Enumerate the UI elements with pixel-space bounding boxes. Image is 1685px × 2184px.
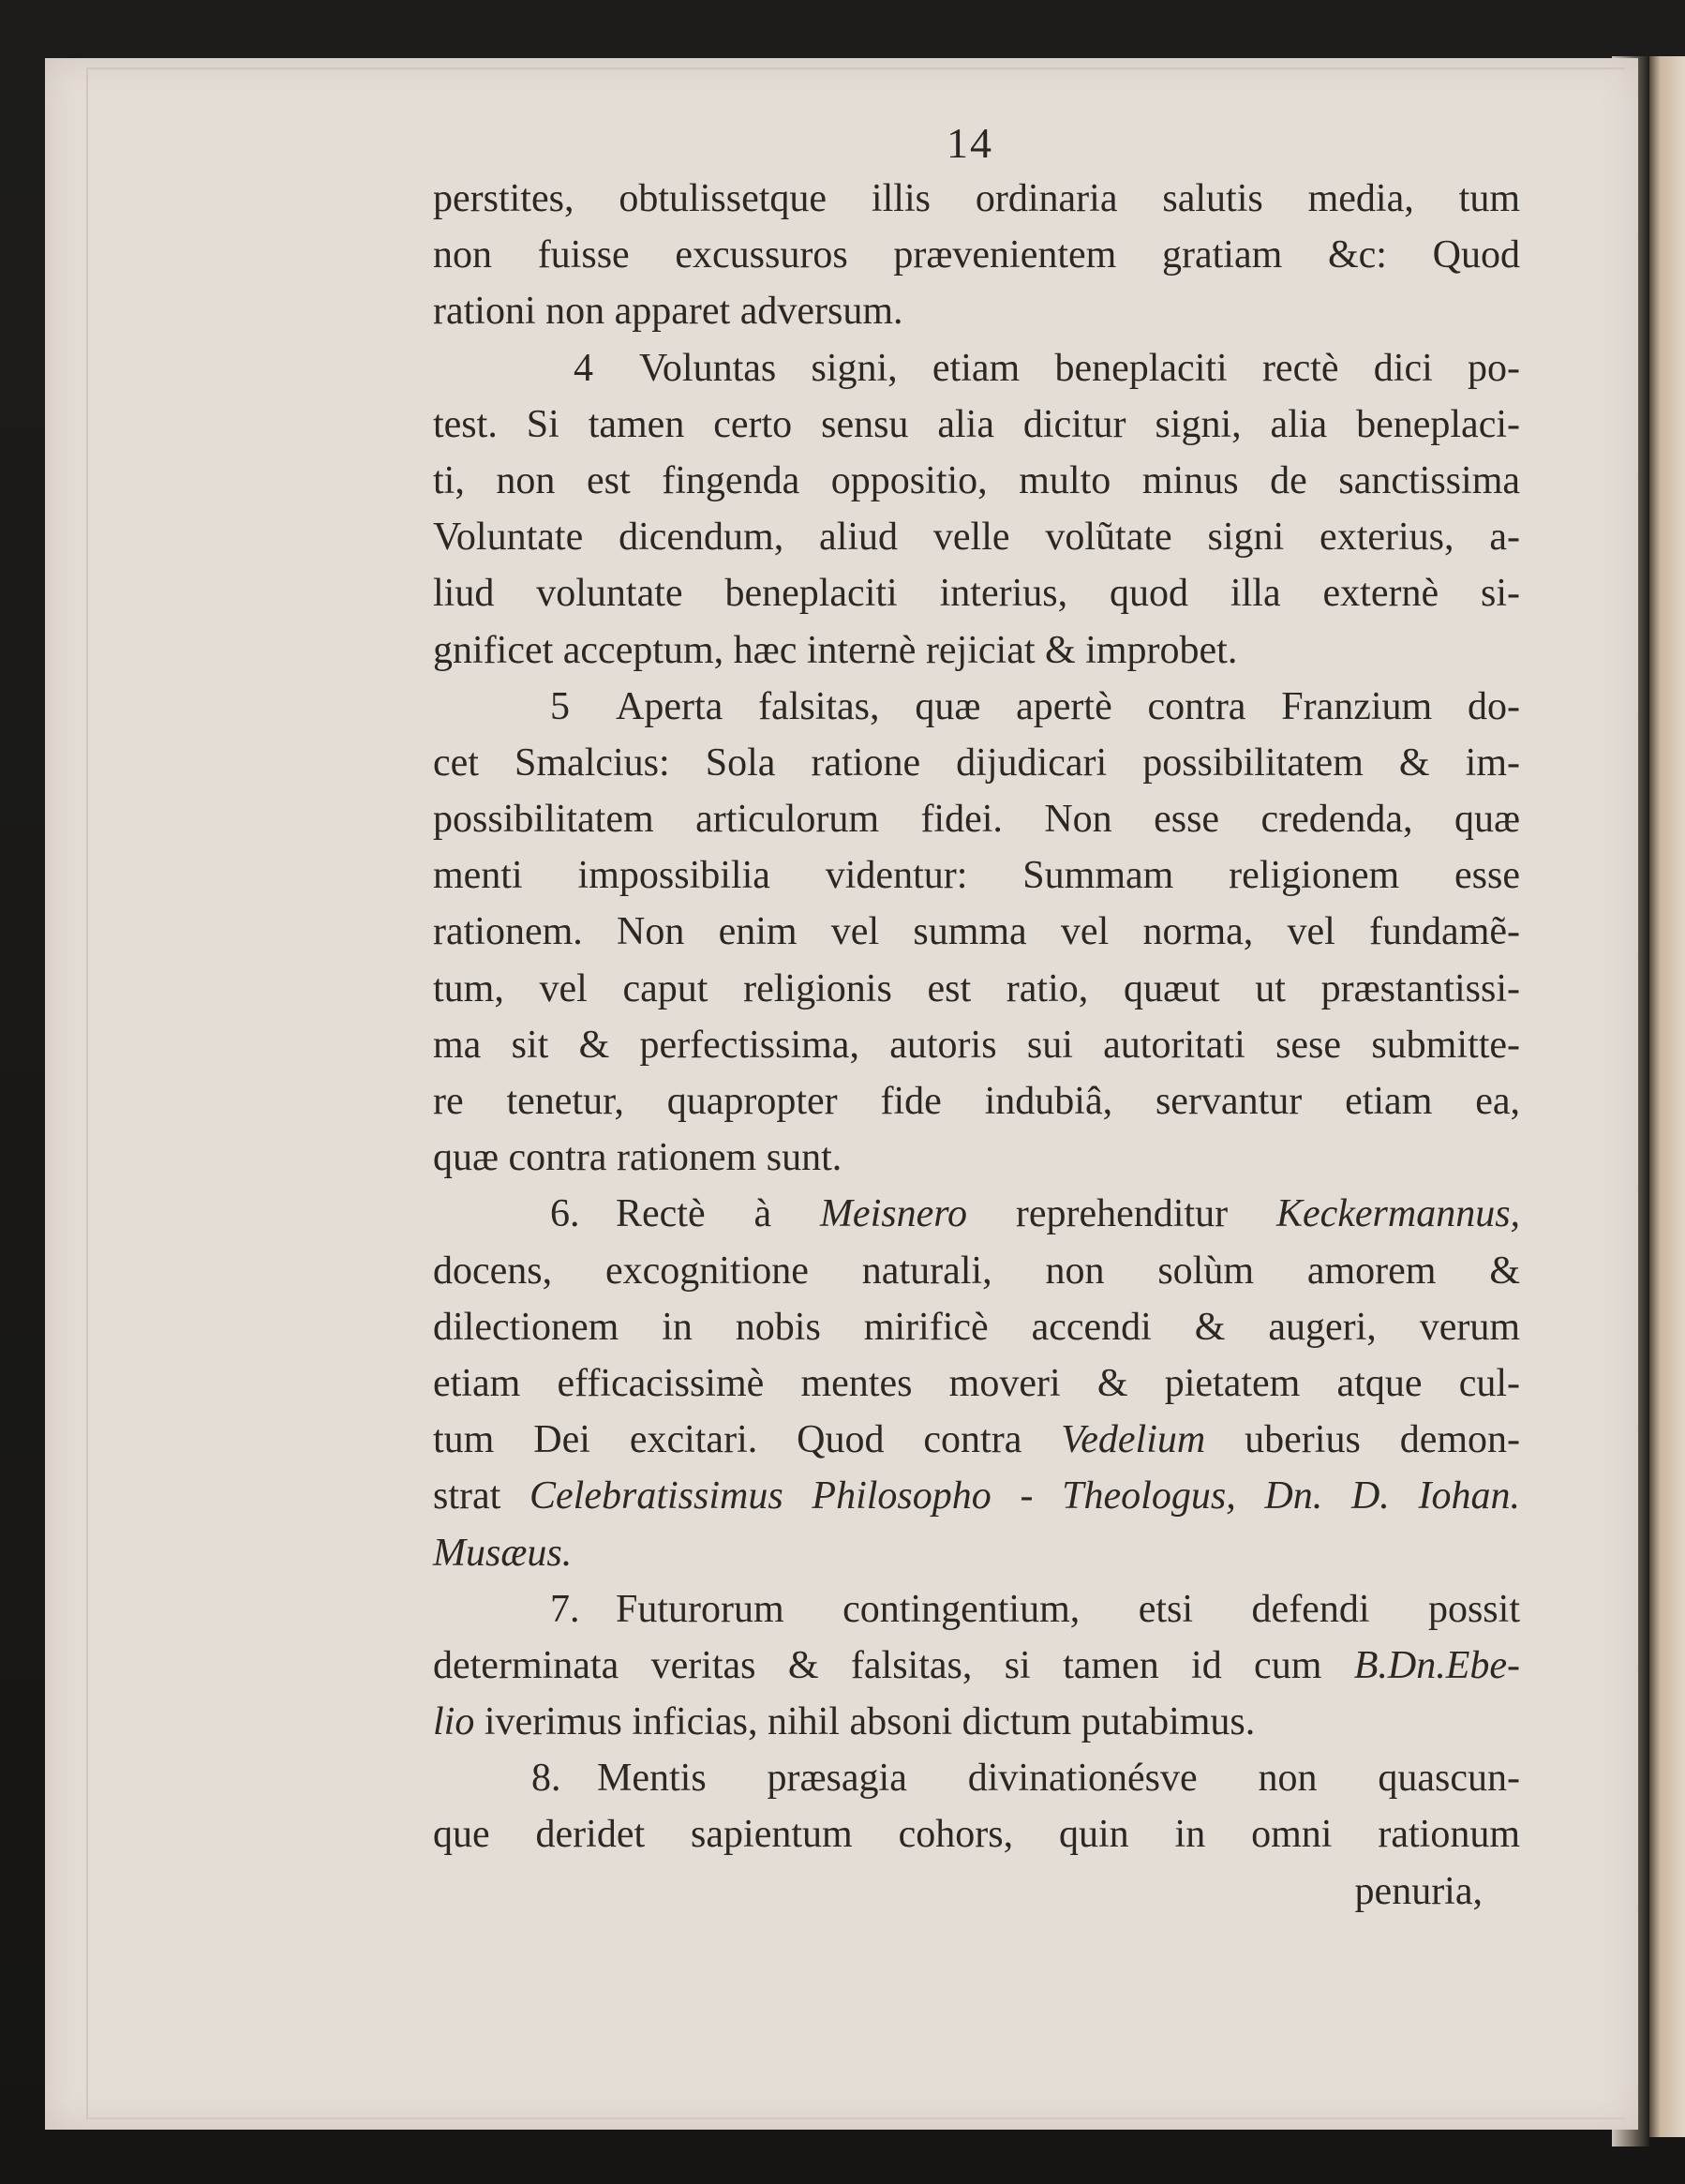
author-name: Vedelium <box>1061 1418 1206 1462</box>
text-line: tum, vel caput religionis est ratio, quæut ut præstantissi- <box>433 966 1520 1010</box>
paragraph-4-first-line <box>433 340 1520 396</box>
paragraph-7-first-line <box>433 1581 1520 1638</box>
author-name: B.Dn.Ebe- <box>1353 1643 1521 1687</box>
text-fragment: Rectè à <box>616 1192 772 1236</box>
author-name: lio <box>433 1700 475 1744</box>
text-line-composite <box>433 1694 1520 1750</box>
text-line: Aperta falsitas, quæ apertè contra Franzium do- <box>616 684 1520 728</box>
text-line: test. Si tamen certo sensu alia dicitur signi, alia beneplaci- <box>433 402 1520 446</box>
paragraph-5-first-line <box>433 679 1520 735</box>
text-line: cet Smalcius: Sola ratione dijudicari possibilitatem & im- <box>433 740 1520 785</box>
text-line: re tenetur, quapropter fide indubiâ, servantur etiam ea, <box>433 1080 1520 1123</box>
paragraph-number: 5 <box>550 684 570 728</box>
text-line: possibilitatem articulorum fidei. Non esse credenda, quæ <box>433 798 1520 842</box>
text-fragment: reprehenditur <box>1015 1192 1229 1236</box>
text-line: Futurorum contingentium, etsi defendi possit <box>616 1587 1520 1631</box>
text-line-composite <box>433 1525 1520 1581</box>
text-line-composite <box>433 1412 1520 1468</box>
page-text <box>433 171 1520 1920</box>
text-fragment: docens, <box>433 1249 553 1293</box>
text-line: Mentis præsagia divinationésve non quascun- <box>597 1757 1520 1801</box>
text-line: quæ contra rationem sunt. <box>433 1136 842 1180</box>
text-line: menti impossibilia videntur: Summam religionem esse <box>433 854 1520 898</box>
text-line: iverimus inficias, nihil absoni dictum putabimus. <box>484 1700 1256 1744</box>
paragraph-number: 6. <box>550 1192 580 1236</box>
page-number: 14 <box>947 119 993 167</box>
author-name: Musæus. <box>433 1531 573 1575</box>
text-fragment: strat <box>433 1474 501 1518</box>
text-fragment: uberius demon- <box>1245 1418 1520 1462</box>
text-line: gnificet acceptum, hæc internè rejiciat & improbet. <box>433 628 1238 672</box>
text-line: rationem. Non enim vel summa vel norma, vel fundamẽ- <box>433 910 1520 954</box>
next-page-edge <box>1649 56 1685 2137</box>
text-line: ma sit & perfectissima, autoris sui autoritati sese submitte- <box>433 1023 1520 1067</box>
text-line: excognitione naturali, non solùm amorem & <box>605 1249 1521 1293</box>
text-line: non fuisse excussuros prævenientem gratiam &c: Quod <box>433 233 1520 277</box>
text-line: etiam efficacissimè mentes moveri & pietatem atque cul- <box>433 1361 1520 1405</box>
author-title: Celebratissimus Philosopho - Theologus, <box>529 1474 1236 1518</box>
text-line: tum Dei excitari. Quod contra <box>433 1418 1022 1462</box>
text-line-composite <box>433 1638 1520 1694</box>
text-line: liud voluntate beneplaciti interius, quod illa externè si- <box>433 572 1520 616</box>
text-line: que deridet sapientum cohors, quin in omni rationum <box>433 1813 1520 1857</box>
paragraph-8-first-line <box>433 1750 1520 1806</box>
text-line: rationi non apparet adversum. <box>433 290 903 334</box>
paragraph-number: 7. <box>550 1587 580 1631</box>
paragraph-6-first-line <box>433 1186 1520 1242</box>
author-name: Keckermannus, <box>1275 1192 1521 1236</box>
text-line-composite <box>433 1243 1520 1299</box>
paragraph-number: 4 <box>574 346 593 390</box>
text-line: dilectionem in nobis mirificè accendi & augeri, verum <box>433 1305 1520 1349</box>
text-line: ti, non est fingenda oppositio, multo minus de sanctissima <box>433 458 1520 502</box>
text-line: Voluntate dicendum, aliud velle volũtate signi exterius, a- <box>433 516 1520 560</box>
author-name: Meisnero <box>819 1192 968 1236</box>
text-line: determinata veritas & falsitas, si tamen id cum <box>433 1643 1322 1687</box>
text-line-composite <box>433 1468 1520 1524</box>
author-name: Dn. D. Iohan. <box>1264 1474 1520 1518</box>
text-line: perstites, obtulissetque illis ordinaria salutis media, tum <box>433 177 1520 220</box>
paragraph-number: 8. <box>531 1757 561 1801</box>
catchword: penuria, <box>1354 1869 1483 1913</box>
text-line: Voluntas signi, etiam beneplaciti rectè dici po- <box>639 346 1520 390</box>
